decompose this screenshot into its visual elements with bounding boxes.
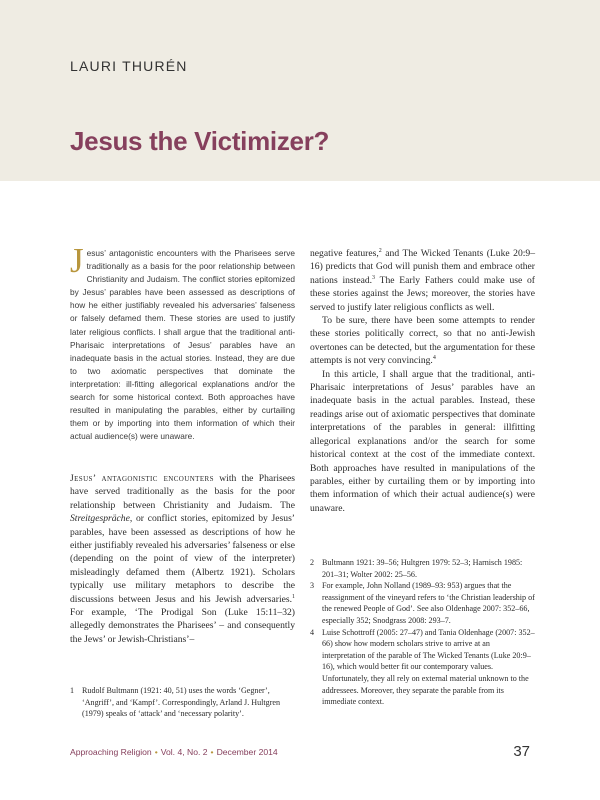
body-text: with the Pharisees have served traditionally as the basis for the poor relationship between Christianity and Judaism. The (70, 473, 295, 511)
body-text: To be sure, there have been some attempts to render these stories politically correct, so that no anti-Jewish overtones can be detected, but the argumentation for these attempts is not very convincing. (310, 315, 535, 367)
footnote-ref[interactable]: 2 (378, 247, 382, 254)
footer-separator: • (154, 747, 158, 757)
lead-in-smallcaps: Jesus’ antagonistic encounters (70, 473, 214, 484)
body-column-left (70, 472, 295, 646)
abstract (70, 241, 295, 443)
footnote-number: 2 (310, 558, 315, 567)
footer-separator: • (210, 747, 214, 757)
body-paragraph (310, 314, 535, 368)
abstract-text: esus’ antagonistic encounters with the Pharisees serve traditionally as a basis for the poor relationship between Christianity and Judaism. The conflict stories epitomized by Jesus’ parables have been assessed as descriptions of how he either justifiably revealed his adversaries’ falseness or falsely defamed them. These stories are used to justify later religious conflicts. I shall argue that the traditional anti-Pharisaic interpretations of Jesus’ parables have an inadequate basis in the actual stories. Instead, they are due to two axiomatic perspectives that dominate the interpretation: ill-fitting allegorical explanations and/or the search for some historical context. Both approaches have resulted in manipulating the parables, either by curtailing them or by importing into them information of which their actual audience(s) were unaware. (70, 248, 295, 442)
footnotes-left (70, 685, 292, 720)
running-footer (70, 747, 278, 757)
footnote-number: 3 (310, 581, 315, 591)
footnote-number: 1 (70, 686, 75, 695)
footnote (70, 685, 292, 720)
body-text: The Early Fathers could make use of these stories against the Jews; moreover, the stories have served to justify later religious conflicts as well. (310, 274, 535, 313)
body-column-right (310, 247, 535, 515)
body-paragraph (70, 472, 295, 646)
article-title: Jesus the Victimizer? (70, 126, 330, 156)
footnotes-right (310, 557, 535, 708)
footnote-ref[interactable]: 3 (372, 274, 376, 281)
author-name: LAURI THURÉN (70, 58, 188, 74)
footnote-text: Luise Schottroff (2005: 27–47) and Tania Oldenhage (2007: 352–66) show how modern scholars strive to arrive at an interpretation of the parable of The Wicked Tenants (Luke 20:9–16), which would better fit our contemporary values. Unfortunately, they all rely on external material unknown to the addressees. Moreover, they separate the parable from its immediate context. (322, 627, 535, 707)
body-text: , or conflict stories, epitomized by Jesus’ parables, have been assessed as descriptions of how he either justifiably revealed his adversaries’ falseness or else (depending on the point of view of the interpreter) misleadingly defamed them (Albertz 1921). Scholars typically use military metaphors to describe the discussions between Jesus and his Jewish adversaries. (70, 513, 295, 605)
body-text: and The Wicked Tenants (Luke 20:9–16) predicts that God will punish them and embrace other nations instead. (310, 248, 536, 286)
footnote (310, 557, 535, 580)
footnote-ref[interactable]: 1 (292, 593, 295, 600)
footnote-text: For example, John Nolland (1989–93: 953) argues that the reassignment of the vineyard refers to ‘the Christian leadership of the renewed People of God’. See also Oldenhage 2007: 352–66, especially 352; Snodgrass 2008: 293–7. (322, 581, 535, 625)
journal-name: Approaching Religion (70, 747, 152, 757)
footnote (310, 580, 535, 626)
footnote-text: Rudolf Bultmann (1921: 40, 51) uses the words ‘Gegner’, ‘Angriff’, and ‘Kampf’. Correspondingly, Arland J. Hultgren (1979) speaks of ‘attack’ and ‘necessary polarity’. (82, 686, 281, 719)
page-number: 37 (513, 743, 530, 760)
journal-volume: Vol. 4, No. 2 (160, 747, 208, 757)
footnote (310, 627, 535, 708)
journal-date: December 2014 (216, 747, 278, 757)
body-paragraph: In this article, I shall argue that the traditional, anti-Pharisaic interpretations of Jesus’ parables have an inadequate basis in the actual parables. Instead, these readings arise out of axiomatic perspectives that dominate interpretations of the parables in general: illfitting allegorical explanations and/or the search for some historical context at the cost of the immediate context. Both approaches have resulted in manipulations of the parables, either by curtailing them or by importing into them information of which their actual audience(s) were unaware. (310, 368, 535, 514)
italic-term: Streitgespräche (70, 513, 130, 525)
body-text: negative features, (310, 248, 379, 259)
footnote-text: Bultmann 1921: 39–56; Hultgren 1979: 52–3; Harnisch 1985: 201–31; Wolter 2002: 25–56. (322, 558, 523, 579)
footnote-ref[interactable]: 4 (432, 355, 436, 362)
body-text: For example, ‘The Prodigal Son (Luke 15:11–32) allegedly demonstrates the Pharisees’ – and consequently the Jews’ or Jewish-Christians’– (70, 607, 295, 645)
title-banner (0, 0, 600, 181)
footnote-number: 4 (310, 627, 315, 637)
drop-cap: J (70, 241, 84, 280)
body-paragraph (310, 247, 535, 314)
